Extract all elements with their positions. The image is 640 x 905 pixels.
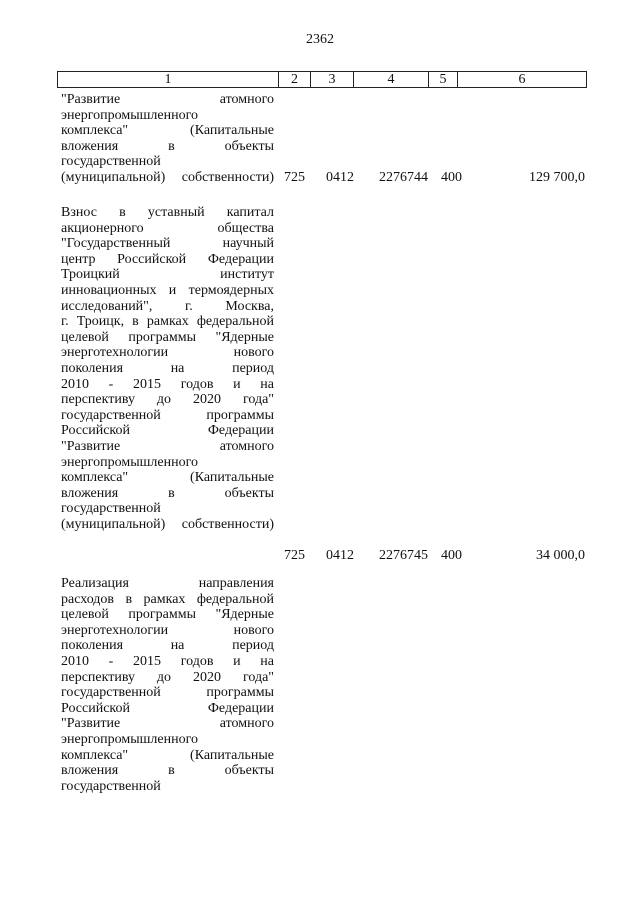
description-line: энерготехнологии нового (61, 622, 274, 638)
description-line: вложения в объекты (61, 763, 274, 779)
description-line: энергопромышленного (61, 731, 198, 747)
cell-col-3: 0412 (326, 170, 354, 185)
description-line: энерготехнологии нового (61, 345, 274, 361)
description-line: акционерного общества (61, 220, 274, 236)
description-line: (муниципальной) собственности) (61, 169, 274, 185)
page-number: 2362 (306, 32, 334, 47)
description-line: перспективу до 2020 года" (61, 392, 274, 408)
header-col-4: 4 (354, 72, 429, 88)
description-line: вложения в объекты (61, 485, 274, 501)
cell-col-2: 725 (284, 170, 305, 185)
row-description (61, 205, 274, 532)
description-line: поколения на период (61, 360, 274, 376)
description-line: инновационных и термоядерных (61, 282, 274, 298)
description-line: государственной (61, 501, 161, 517)
description-line: энергопромышленного (61, 454, 198, 470)
description-line: исследований", г. Москва, (61, 298, 274, 314)
cell-col-6: 34 000,0 (536, 548, 585, 563)
description-line: вложения в объекты (61, 138, 274, 154)
description-line: перспективу до 2020 года" (61, 669, 274, 685)
cell-col-5: 400 (441, 548, 462, 563)
row-description (61, 92, 274, 186)
row-description (61, 576, 274, 794)
description-line: комплекса" (Капитальные (61, 123, 274, 139)
description-line: государственной программы (61, 685, 274, 701)
cell-col-5: 400 (441, 170, 462, 185)
description-line: комплекса" (Капитальные (61, 470, 274, 486)
description-line: комплекса" (Капитальные (61, 747, 274, 763)
header-col-2: 2 (279, 72, 311, 88)
header-col-1: 1 (58, 72, 279, 88)
description-line: целевой программы "Ядерные (61, 607, 274, 623)
description-line: Реализация направления (61, 576, 274, 591)
description-line: (муниципальной) собственности) (61, 516, 274, 532)
description-line: "Государственный научный (61, 236, 274, 252)
cell-col-4: 2276744 (379, 170, 428, 185)
description-line: Российской Федерации (61, 423, 274, 439)
description-line: расходов в рамках федеральной (61, 591, 274, 607)
description-line: государственной (61, 154, 161, 170)
description-line: 2010 - 2015 годов и на (61, 653, 274, 669)
description-line: "Развитие атомного (61, 92, 274, 107)
description-line: государственной программы (61, 407, 274, 423)
description-line: Взнос в уставный капитал (61, 205, 274, 220)
description-line: "Развитие атомного (61, 438, 274, 454)
description-line: центр Российской Федерации (61, 251, 274, 267)
description-line: целевой программы "Ядерные (61, 329, 274, 345)
description-line: г. Троицк, в рамках федеральной (61, 314, 274, 330)
description-line: государственной (61, 778, 161, 794)
header-col-3: 3 (311, 72, 354, 88)
header-col-6: 6 (458, 72, 587, 88)
cell-col-6: 129 700,0 (529, 170, 585, 185)
description-line: Российской Федерации (61, 700, 274, 716)
header-col-5: 5 (429, 72, 458, 88)
description-line: поколения на период (61, 638, 274, 654)
cell-col-4: 2276745 (379, 548, 428, 563)
cell-col-2: 725 (284, 548, 305, 563)
cell-col-3: 0412 (326, 548, 354, 563)
description-line: 2010 - 2015 годов и на (61, 376, 274, 392)
table-header (57, 71, 587, 88)
description-line: энергопромышленного (61, 107, 198, 123)
description-line: "Развитие атомного (61, 716, 274, 732)
description-line: Троицкий институт (61, 267, 274, 283)
